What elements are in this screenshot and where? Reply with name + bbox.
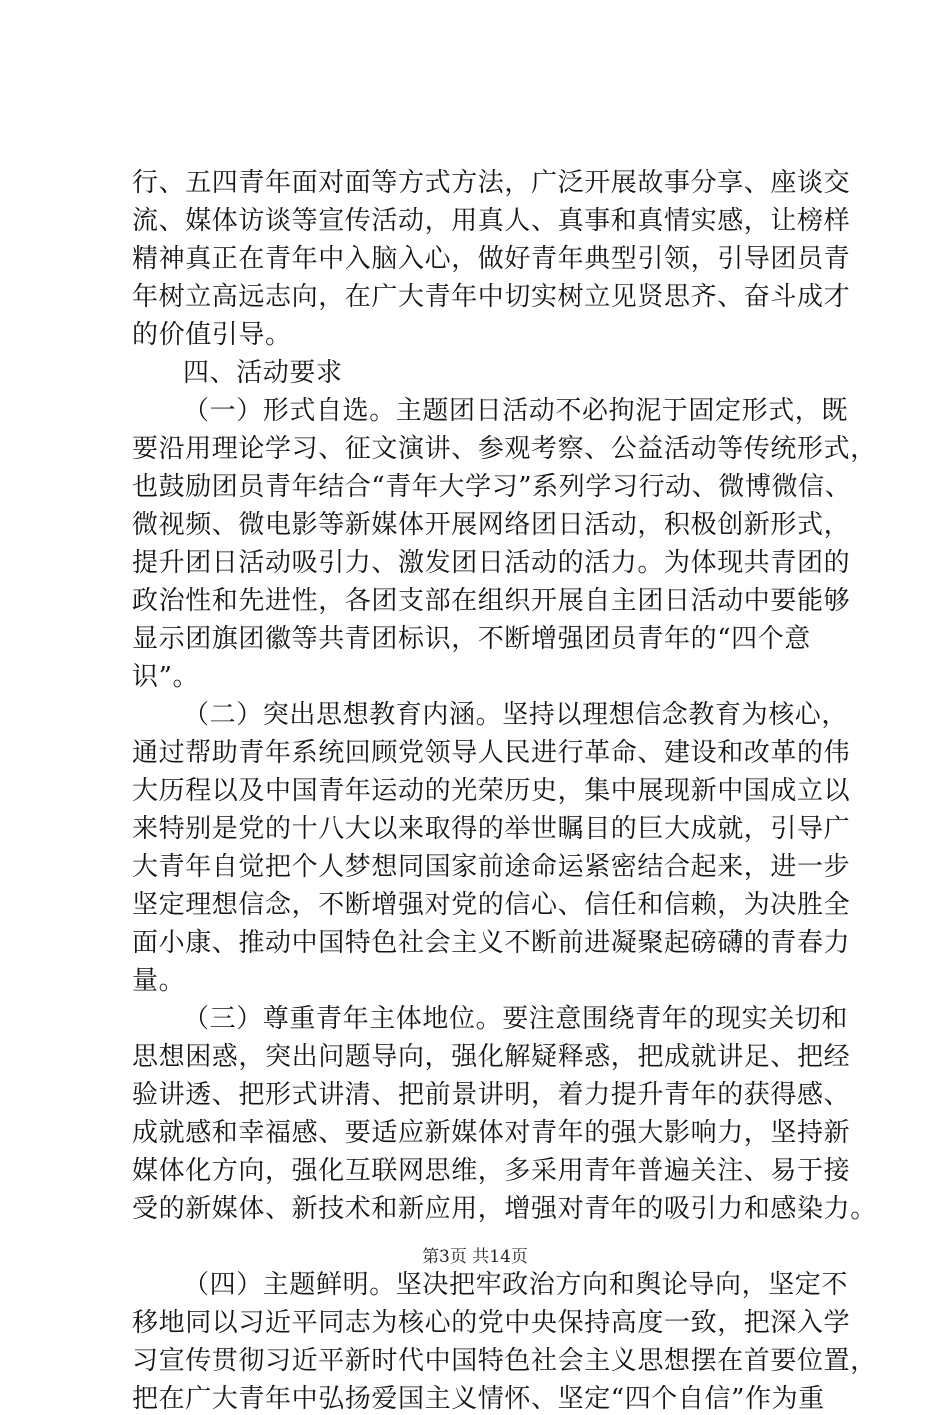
text-line: （二）突出思想教育内涵。坚持以理想信念教育为核心，	[183, 700, 849, 730]
text-line: 验讲透、把形式讲清、把前景讲明，着力提升青年的获得感、	[132, 1080, 851, 1110]
text-line: 显示团旗团徽等共青团标识，不断增强团员青年的“四个意	[132, 624, 811, 654]
text-line: 把在广大青年中弘扬爱国主义情怀、坚定“四个自信”作为重	[132, 1384, 825, 1414]
text-line: 微视频、微电影等新媒体开展网络团日活动，积极创新形式，	[132, 510, 851, 540]
text-line: 行、五四青年面对面等方式方法，广泛开展故事分享、座谈交	[132, 168, 851, 198]
text-line: 坚定理想信念，不断增强对党的信心、信任和信赖，为决胜全	[132, 890, 851, 920]
text-line: 成就感和幸福感、要适应新媒体对青年的强大影响力，坚持新	[132, 1118, 851, 1148]
text-line: 量。	[132, 966, 186, 996]
text-line: 年树立高远志向，在广大青年中切实树立见贤思齐、奋斗成才	[132, 282, 851, 312]
text-line: 大青年自觉把个人梦想同国家前途命运紧密结合起来，进一步	[132, 852, 851, 882]
text-line: 受的新媒体、新技术和新应用，增强对青年的吸引力和感染力。	[132, 1194, 877, 1224]
text-line: 流、媒体访谈等宣传活动，用真人、真事和真情实感，让榜样	[132, 206, 851, 236]
text-line: （三）尊重青年主体地位。要注意围绕青年的现实关切和	[183, 1004, 849, 1034]
text-line: 习宣传贯彻习近平新时代中国特色社会主义思想摆在首要位置，	[132, 1346, 877, 1376]
text-line: （一）形式自选。主题团日活动不必拘泥于固定形式，既	[183, 396, 849, 426]
text-line: 大历程以及中国青年运动的光荣历史，集中展现新中国成立以	[132, 776, 851, 806]
section-heading: 四、活动要求	[183, 358, 343, 388]
text-line: 也鼓励团员青年结合“青年大学习”系列学习行动、微博微信、	[132, 472, 852, 502]
text-line: 要沿用理论学习、征文演讲、参观考察、公益活动等传统形式，	[132, 434, 877, 464]
text-line: （四）主题鲜明。坚决把牢政治方向和舆论导向，坚定不	[183, 1270, 849, 1300]
text-line: 通过帮助青年系统回顾党领导人民进行革命、建设和改革的伟	[132, 738, 851, 768]
text-line: 提升团日活动吸引力、激发团日活动的活力。为体现共青团的	[132, 548, 851, 578]
text-line: 思想困惑，突出问题导向，强化解疑释惑，把成就讲足、把经	[132, 1042, 851, 1072]
text-line: 移地同以习近平同志为核心的党中央保持高度一致，把深入学	[132, 1308, 851, 1338]
text-line: 来特别是党的十八大以来取得的举世瞩目的巨大成就，引导广	[132, 814, 851, 844]
page-number: 第3页 共14页	[422, 1247, 528, 1267]
text-line: 媒体化方向，强化互联网思维，多采用青年普遍关注、易于接	[132, 1156, 851, 1186]
text-line: 识”。	[132, 662, 200, 692]
text-line: 面小康、推动中国特色社会主义不断前进凝聚起磅礴的青春力	[132, 928, 851, 958]
text-line: 政治性和先进性，各团支部在组织开展自主团日活动中要能够	[132, 586, 851, 616]
text-line: 精神真正在青年中入脑入心，做好青年典型引领，引导团员青	[132, 244, 851, 274]
text-line: 的价值引导。	[132, 320, 292, 350]
